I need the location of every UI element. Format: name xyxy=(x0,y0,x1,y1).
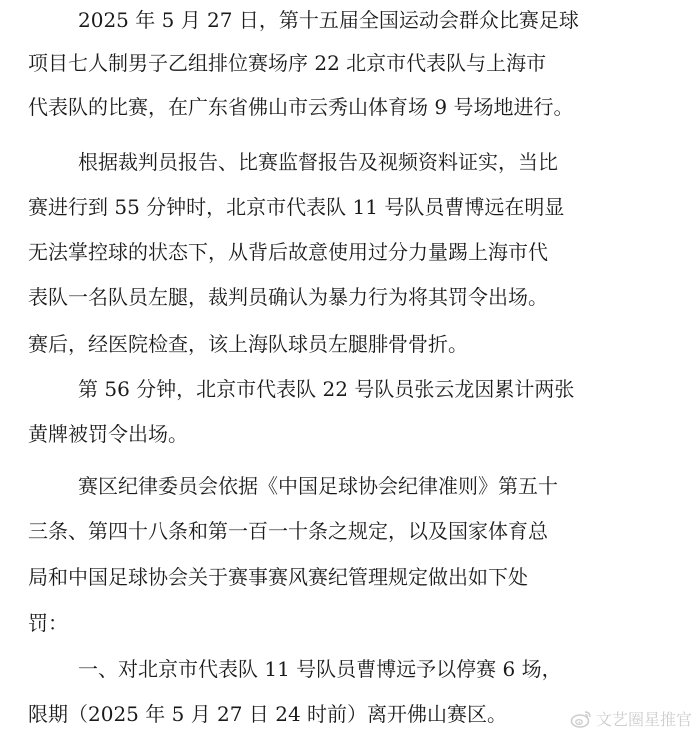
paragraph-4-line-2: 三条、第四十八条和第一百一十条之规定，以及国家体育总 xyxy=(28,519,548,543)
paragraph-2-line-1: 根据裁判员报告、比赛监督报告及视频资料证实，当比 xyxy=(78,150,558,174)
watermark xyxy=(570,707,692,730)
paragraph-2-line-2: 赛进行到 55 分钟时，北京市代表队 11 号队员曹博远在明显 xyxy=(28,195,565,219)
paragraph-2-line-5: 赛后，经医院检查，该上海队球员左腿腓骨骨折。 xyxy=(28,332,468,356)
paragraph-4-line-1: 赛区纪律委员会依据《中国足球协会纪律准则》第五十 xyxy=(78,474,558,498)
paragraph-1-line-1: 2025 年 5 月 27 日，第十五届全国运动会群众比赛足球 xyxy=(78,8,579,32)
paragraph-2-line-4: 表队一名队员左腿，裁判员确认为暴力行为将其罚令出场。 xyxy=(28,285,548,309)
weibo-logo-icon xyxy=(570,710,592,728)
paragraph-5-line-1: 一、对北京市代表队 11 号队员曹博远予以停赛 6 场， xyxy=(78,657,562,681)
paragraph-3-line-1: 第 56 分钟，北京市代表队 22 号队员张云龙因累计两张 xyxy=(78,377,575,401)
paragraph-1-line-3: 代表队的比赛，在广东省佛山市云秀山体育场 9 号场地进行。 xyxy=(28,95,574,119)
paragraph-4-line-4: 罚： xyxy=(28,611,68,635)
paragraph-4-line-3: 局和中国足球协会关于赛事赛风赛纪管理规定做出如下处 xyxy=(28,565,528,589)
watermark-text: 文艺圈星推官 xyxy=(595,710,692,729)
paragraph-2-line-3: 无法掌控球的状态下，从背后故意使用过分力量踢上海市代 xyxy=(28,240,548,264)
paragraph-5-line-2: 限期（2025 年 5 月 27 日 24 时前）离开佛山赛区。 xyxy=(28,702,508,726)
paragraph-3-line-2: 黄牌被罚令出场。 xyxy=(28,422,188,446)
paragraph-1-line-2: 项目七人制男子乙组排位赛场序 22 北京市代表队与上海市 xyxy=(28,51,547,75)
